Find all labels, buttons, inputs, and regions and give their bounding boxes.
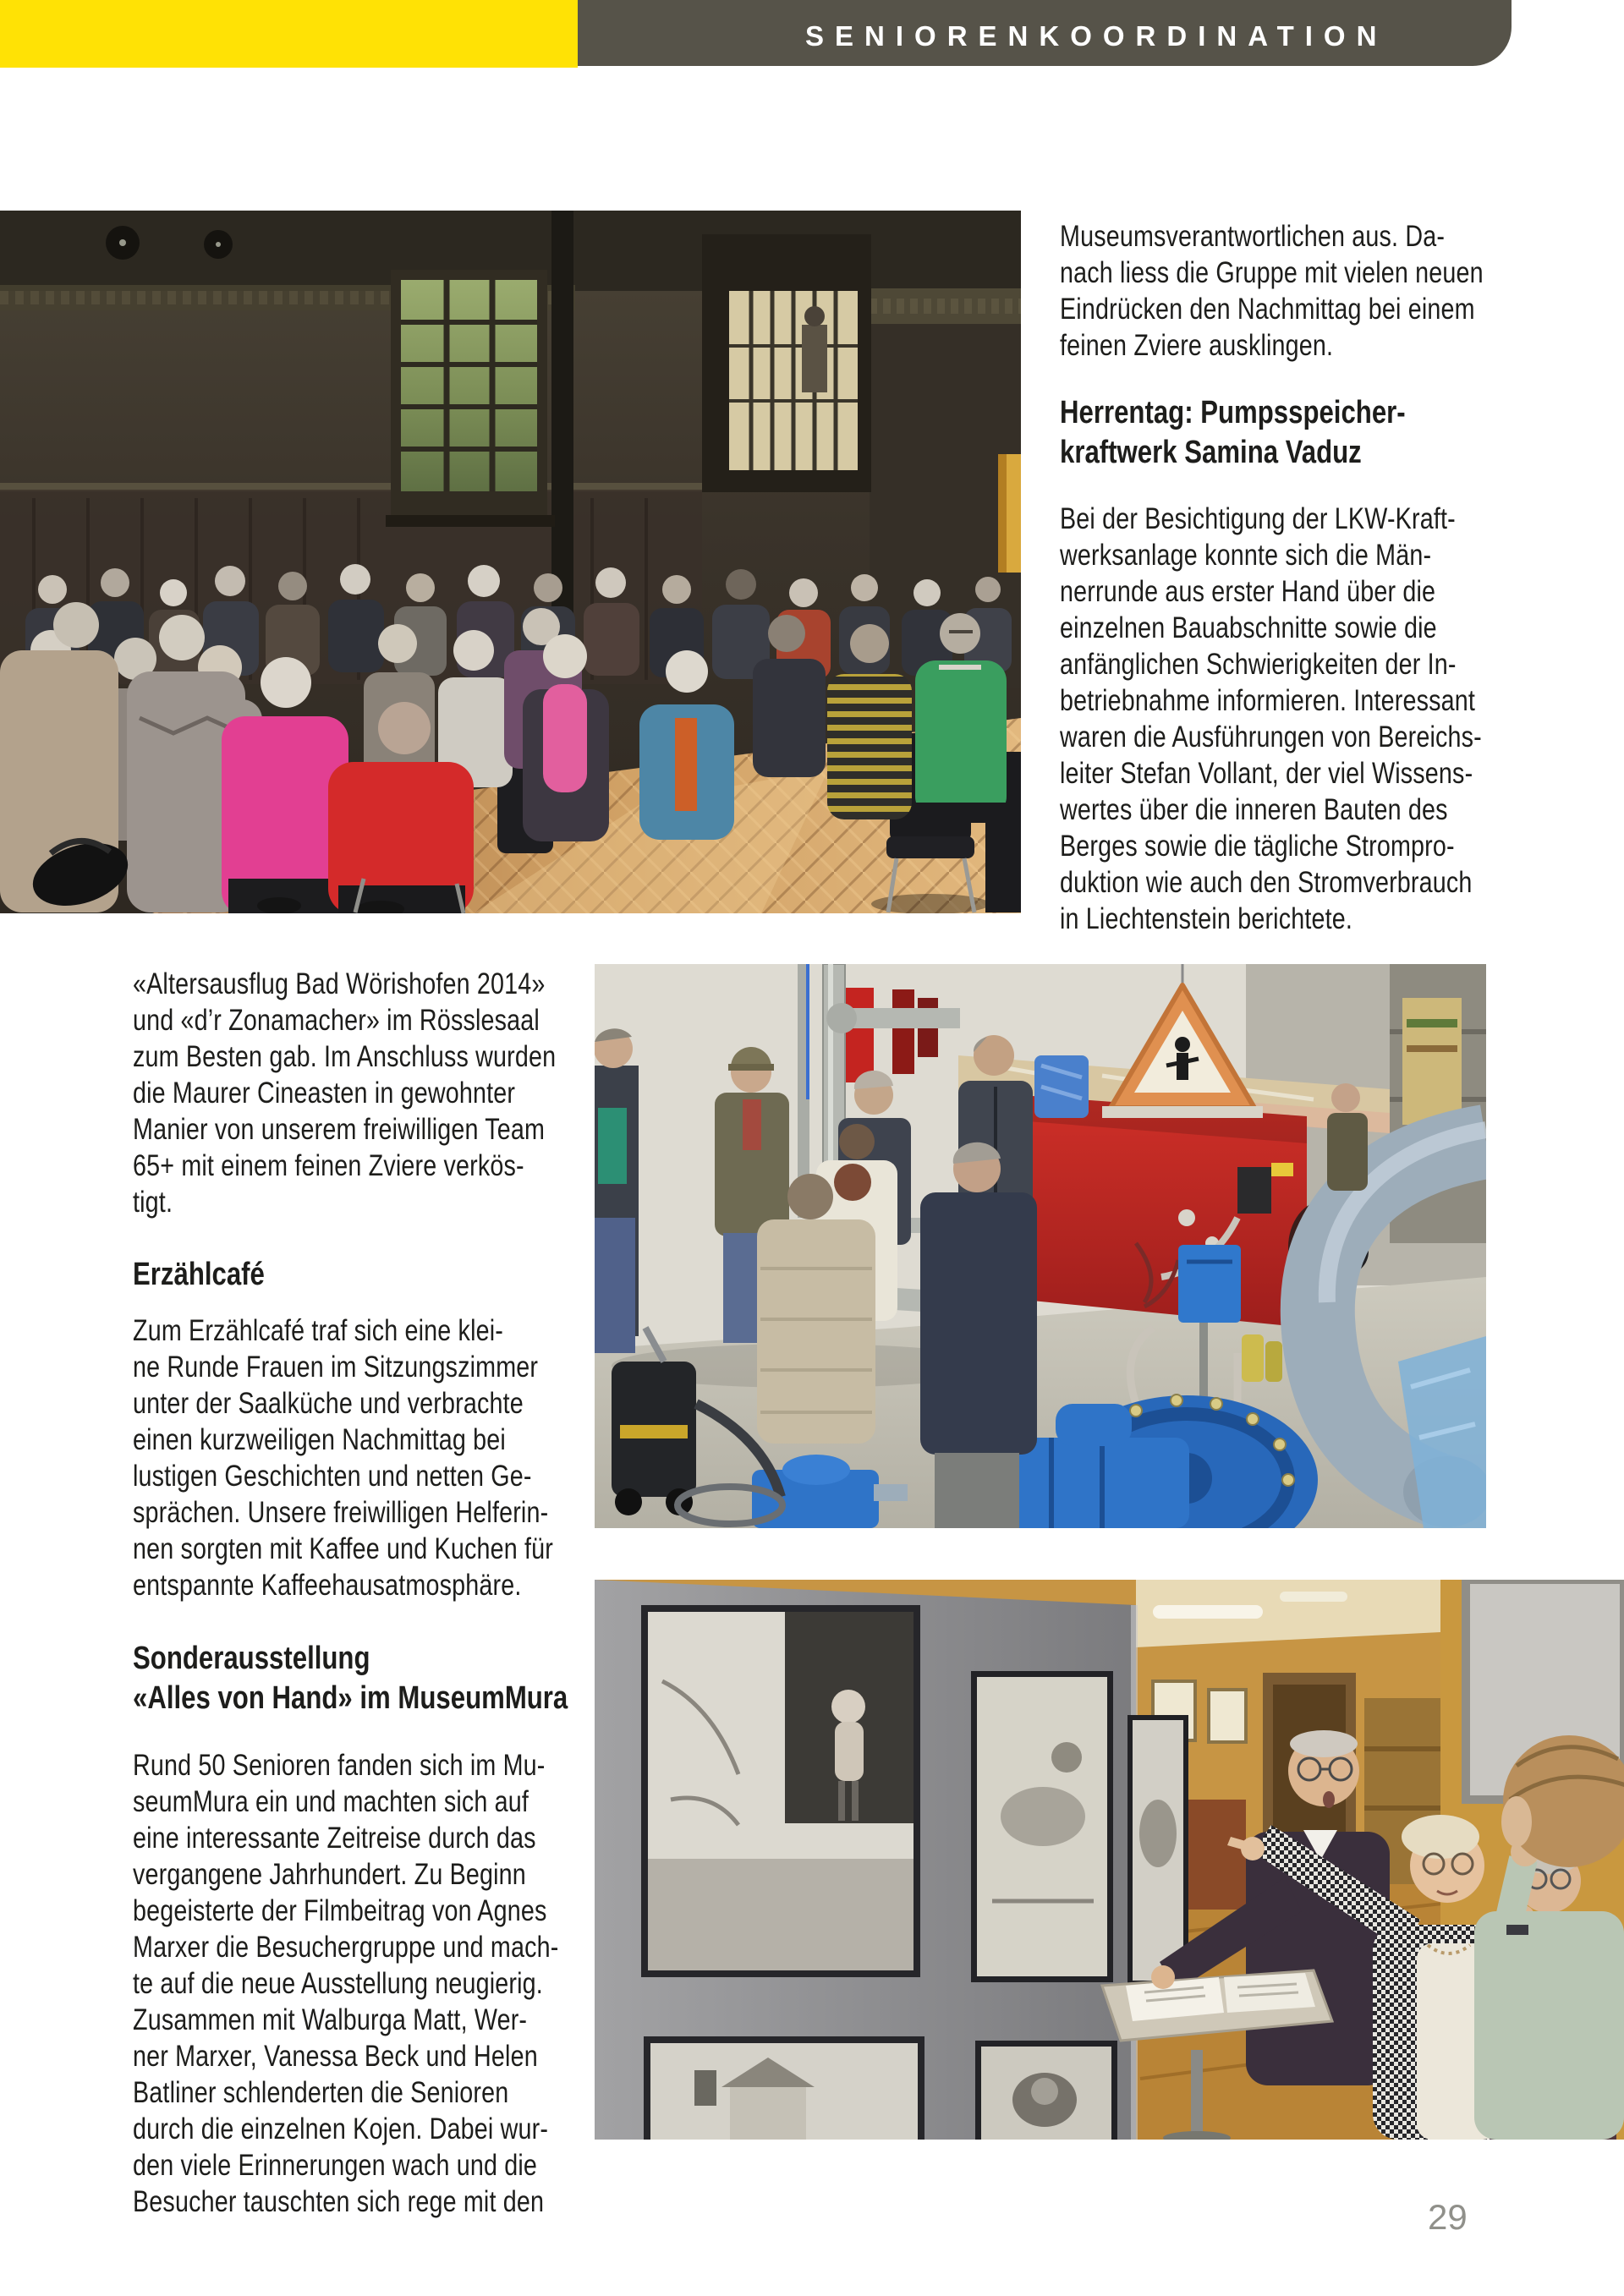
text-line: den viele Erinnerungen wach und die bbox=[133, 2149, 538, 2182]
text-line: unter der Saalküche und verbrachte bbox=[133, 1387, 524, 1420]
left-column-paragraph-1 bbox=[133, 966, 556, 1220]
text-line: zum Besten gab. Im Anschluss wurden bbox=[133, 1040, 557, 1073]
text-line: durch die einzelnen Kojen. Dabei wur- bbox=[133, 2112, 549, 2145]
text-line: Manier von unserem freiwilligen Team bbox=[133, 1113, 546, 1146]
page-number: 29 bbox=[1428, 2197, 1468, 2237]
photo-pump-station bbox=[595, 964, 1486, 1528]
audience-illustration bbox=[0, 211, 1021, 913]
text-line: leiter Stefan Vollant, der viel Wissens- bbox=[1060, 757, 1473, 790]
text-line: vergangene Jahrhundert. Zu Beginn bbox=[133, 1858, 526, 1891]
framed-photo-portrait bbox=[975, 2041, 1117, 2140]
text-line: Besucher tauschten sich rege mit den bbox=[133, 2185, 545, 2218]
text-line: die Maurer Cineasten in gewohnter bbox=[133, 1077, 516, 1110]
text-line: Batliner schlenderten die Senioren bbox=[133, 2076, 509, 2109]
photo-museum bbox=[595, 1580, 1624, 2140]
text-line: te auf die neue Ausstellung neugierig. bbox=[133, 1967, 543, 2000]
text-line: nach liess die Gruppe mit vielen neuen bbox=[1060, 256, 1484, 289]
text-line: tigt. bbox=[133, 1186, 173, 1219]
header-yellow-bar bbox=[0, 0, 578, 68]
text-line: Zusammen mit Walburga Matt, Wer- bbox=[133, 2003, 528, 2036]
text-line: lustigen Geschichten und netten Ge- bbox=[133, 1460, 532, 1493]
text-line: waren die Ausführungen von Bereichs- bbox=[1060, 721, 1482, 753]
text-line: 65+ mit einem feinen Zviere verkös- bbox=[133, 1149, 524, 1182]
heading-erzaehlcafe: Erzählcafé bbox=[133, 1257, 265, 1292]
framed-photo-scene bbox=[971, 1671, 1113, 1982]
museum-illustration bbox=[595, 1580, 1624, 2140]
text-line: eine interessante Zeitreise durch das bbox=[133, 1822, 536, 1855]
text-line: Zum Erzählcafé traf sich eine klei- bbox=[133, 1314, 503, 1347]
framed-photo-house bbox=[644, 2036, 924, 2140]
text-line: sprächen. Unsere freiwilligen Helferin- bbox=[133, 1496, 549, 1529]
pump-station-illustration bbox=[595, 964, 1486, 1528]
text-line: und «d’r Zonamacher» im Rösslesaal bbox=[133, 1004, 540, 1037]
framed-photo-partial bbox=[1127, 1715, 1188, 1986]
heading-sonderausstellung bbox=[133, 1639, 568, 1718]
text-line: wertes über die inneren Bauten des bbox=[1060, 793, 1448, 826]
text-line: feinen Zviere ausklingen. bbox=[1060, 329, 1334, 362]
right-column-paragraph-1 bbox=[1060, 218, 1484, 364]
text-line: begeisterte der Filmbeitrag von Agnes bbox=[133, 1894, 547, 1927]
right-column-paragraph-2 bbox=[1060, 501, 1482, 937]
text-line: Herrentag: Pumpsspeicher- bbox=[1060, 395, 1406, 430]
text-line: nen sorgten mit Kaffee und Kuchen für bbox=[133, 1532, 553, 1565]
text-line: kraftwerk Samina Vaduz bbox=[1060, 435, 1362, 470]
text-line: Museumsverantwortlichen aus. Da- bbox=[1060, 220, 1446, 253]
photo-audience bbox=[0, 211, 1021, 913]
text-line: Eindrücken den Nachmittag bei einem bbox=[1060, 293, 1475, 326]
text-line: betriebnahme informieren. Interessant bbox=[1060, 684, 1476, 717]
text-line: Bei der Besichtigung der LKW-Kraft- bbox=[1060, 502, 1456, 535]
text-line: nerrunde aus erster Hand über die bbox=[1060, 575, 1436, 608]
text-line: Marxer die Besuchergruppe und mach- bbox=[133, 1931, 559, 1964]
text-line: duktion wie auch den Stromverbrauch bbox=[1060, 866, 1473, 899]
left-column-paragraph-3 bbox=[133, 1747, 558, 2220]
text-line: Berges sowie die tägliche Strompro- bbox=[1060, 830, 1455, 863]
page-title: SENIORENKOORDINATION bbox=[805, 20, 1388, 52]
text-line: «Altersausflug Bad Wörishofen 2014» bbox=[133, 967, 546, 1000]
text-line: Rund 50 Senioren fanden sich im Mu- bbox=[133, 1749, 546, 1782]
text-line: einen kurzweiligen Nachmittag bei bbox=[133, 1423, 506, 1456]
text-line: in Liechtenstein berichtete. bbox=[1060, 902, 1353, 935]
text-line: anfänglichen Schwierigkeiten der In- bbox=[1060, 648, 1457, 681]
text-line: Sonderausstellung bbox=[133, 1641, 370, 1676]
text-line: werksanlage konnte sich die Män- bbox=[1060, 539, 1432, 572]
text-line: ner Marxer, Vanessa Beck und Helen bbox=[133, 2040, 538, 2073]
left-column-paragraph-2 bbox=[133, 1312, 553, 1603]
framed-photo-child bbox=[641, 1605, 920, 1977]
text-line: ne Runde Frauen im Sitzungszimmer bbox=[133, 1351, 539, 1384]
gallery-wall bbox=[595, 1580, 1188, 2140]
heading-herrentag bbox=[1060, 393, 1406, 473]
text-line: einzelnen Bauabschnitte sowie die bbox=[1060, 611, 1437, 644]
text-line: seumMura ein und machten sich auf bbox=[133, 1785, 529, 1818]
text-line: «Alles von Hand» im MuseumMura bbox=[133, 1680, 568, 1716]
text-line: entspannte Kaffeehausatmosphäre. bbox=[133, 1569, 522, 1602]
